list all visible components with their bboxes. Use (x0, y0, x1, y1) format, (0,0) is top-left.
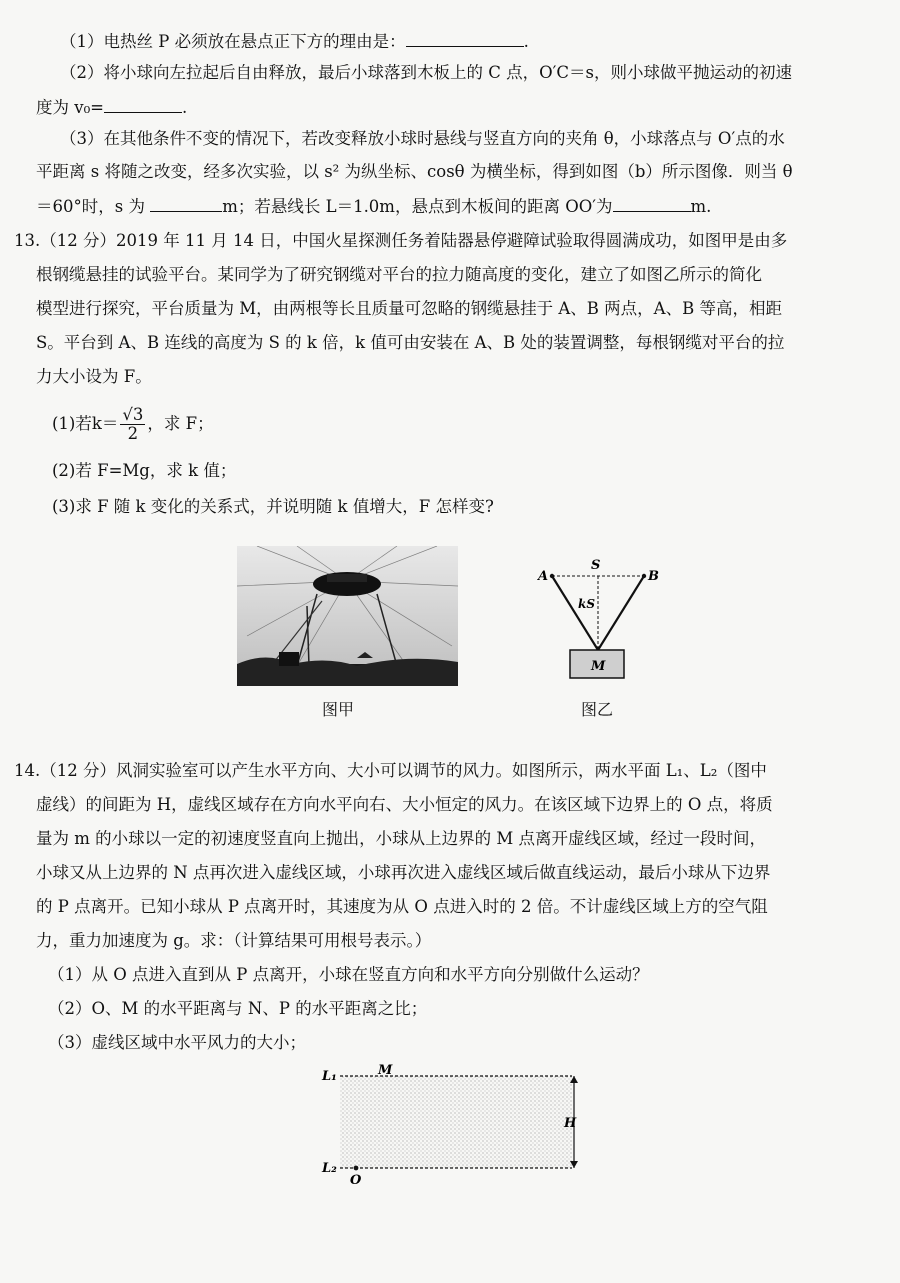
q12-part2-line2: 度为 v₀= . (36, 98, 188, 117)
q14-sub1: （1）从 O 点进入直到从 P 点离开，小球在竖直方向和水平方向分别做什么运动？ (48, 965, 649, 984)
label-M: M (591, 659, 606, 674)
label-B: B (648, 569, 659, 584)
answer-blank (104, 96, 182, 113)
q14-line6: 力，重力加速度为 g。求：（计算结果可用根号表示。） (36, 931, 432, 950)
label-L1: L₁ (322, 1069, 337, 1084)
q12-part3-line1: （3）在其他条件不变的情况下，若改变释放小球时悬线与竖直方向的夹角 θ，小球落点与 O′点的水 (60, 129, 785, 148)
label-L2: L₂ (322, 1161, 337, 1176)
fraction-sqrt3-over-2: $\frac{√3}{2}$ (122, 405, 144, 443)
q13-line2: 根钢缆悬挂的试验平台。某同学为了研究钢缆对平台的拉力随高度的变化，建立了如图乙所示的简化 (36, 265, 762, 284)
answer-blank (613, 195, 691, 212)
q13-line1: 13.（12 分）2019 年 11 月 14 日，中国火星探测任务着陆器悬停避障试验取得圆满成功，如图甲是由多 (14, 231, 788, 250)
platform-photo-drawing (237, 546, 458, 686)
q13-line3: 模型进行探究，平台质量为 M，由两根等长且质量可忽略的钢缆悬挂于 A、B 两点，A、B 等高，相距 (36, 299, 782, 318)
q14-line3: 量为 m 的小球以一定的初速度竖直向上抛出，小球从上边界的 M 点离开虚线区域，经过一段时间， (36, 829, 767, 848)
point-O (354, 1166, 359, 1171)
platform-photo (237, 546, 458, 686)
q13-line5: 力大小设为 F。 (36, 367, 152, 386)
q13-line4: S。平台到 A、B 连线的高度为 S 的 k 倍，k 值可由安装在 A、B 处的装置调整，每根钢缆对平台的拉 (36, 333, 785, 352)
wind-region (340, 1076, 572, 1168)
q14-line2: 虚线）的间距为 H，虚线区域存在方向水平向右、大小恒定的风力。在该区域下边界上的 O 点，将质 (36, 795, 773, 814)
q14-sub3: （3）虚线区域中水平风力的大小； (48, 1033, 306, 1052)
q14-line1: 14.（12 分）风洞实验室可以产生水平方向、大小可以调节的风力。如图所示，两水平面 L₁、L₂（图中 (14, 761, 767, 780)
q14-line5: 的 P 点离开。已知小球从 P 点离开时，其速度为从 O 点进入时的 2 倍。不计虚线区域上方的空气阻 (36, 897, 768, 916)
q14-sub2: （2）O、M 的水平距离与 N、P 的水平距离之比； (48, 999, 428, 1018)
label-kS: kS (578, 597, 595, 611)
q13-sub2: (2)若 F=Mg，求 k 值； (52, 461, 237, 480)
cable-model-diagram (528, 556, 668, 688)
answer-blank (150, 195, 222, 212)
cable-left (552, 576, 598, 650)
label-A: A (538, 569, 549, 584)
wind-tunnel-diagram (318, 1056, 590, 1190)
figure-a-caption: 图甲 (322, 700, 355, 719)
label-O: O (350, 1173, 362, 1188)
q12-part3-line3: ＝60°时，s 为 m；若悬线长 L＝1.0m，悬点到木板间的距离 OO′为 m. (36, 197, 712, 216)
figure-b-caption: 图乙 (581, 700, 614, 719)
label-H: H (564, 1116, 577, 1131)
q12-part1: （1）电热丝 P 必须放在悬点正下方的理由是： . (60, 32, 529, 51)
q14-line4: 小球又从上边界的 N 点再次进入虚线区域，小球再次进入虚线区域后做直线运动，最后小球从下边界 (36, 863, 771, 882)
cable-right (598, 576, 644, 650)
label-S: S (591, 558, 601, 573)
q13-sub3: (3)求 F 随 k 变化的关系式，并说明随 k 值增大，F 怎样变? (52, 497, 494, 516)
q12-part2-line1: （2）将小球向左拉起后自由释放，最后小球落到木板上的 C 点，O′C＝s，则小球做平抛运动的初速 (60, 63, 792, 82)
answer-blank (406, 30, 524, 47)
q13-sub1: (1)若k＝ $\frac{√3}{2}$ ，求 F； (52, 405, 214, 443)
q12-part3-line2: 平距离 s 将随之改变，经多次实验，以 s² 为纵坐标、cosθ 为横坐标，得到如图（b）所示图像．则当 θ (36, 162, 793, 181)
label-M: M (378, 1063, 393, 1078)
